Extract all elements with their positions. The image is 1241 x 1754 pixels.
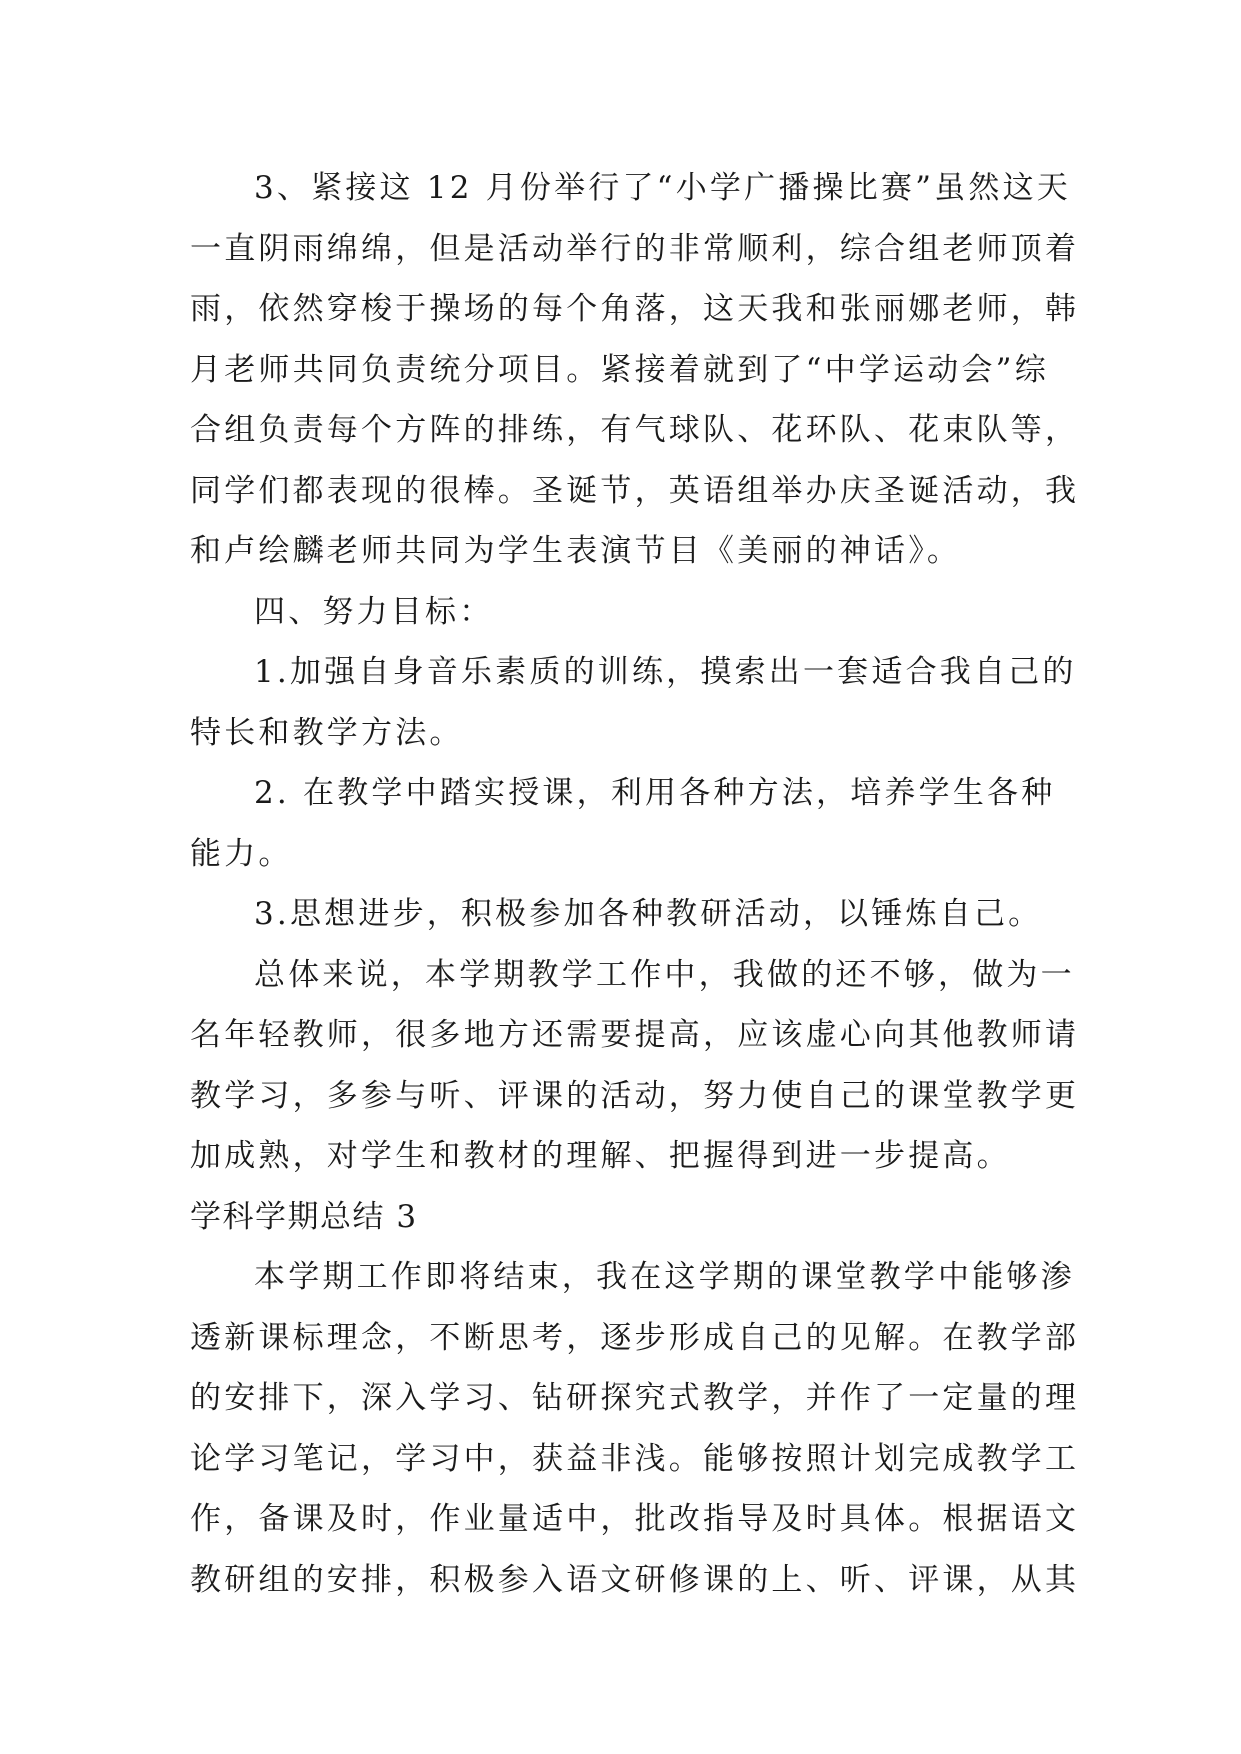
text-line: 教学习，多参与听、评课的活动，努力使自己的课堂教学更	[190, 1077, 1080, 1114]
text-line: 透新课标理念，不断思考，逐步形成自己的见解。在教学部	[190, 1319, 1080, 1356]
text-line: 总体来说，本学期教学工作中，我做的还不够，做为一	[254, 956, 1075, 993]
text-line: 名年轻教师，很多地方还需要提高，应该虚心向其他教师请	[190, 1017, 1080, 1053]
text-line: 雨，依然穿梭于操场的每个角落，这天我和张丽娜老师，韩	[190, 291, 1080, 327]
text-line: 和卢绘麟老师共同为学生表演节目《美丽的神话》。	[190, 533, 962, 569]
text-line: 1.加强自身音乐素质的训练，摸索出一套适合我自己的	[254, 654, 1077, 690]
document-body	[190, 158, 1080, 1610]
section-heading: 学科学期总结 3	[190, 1198, 418, 1235]
text-line: 论学习笔记，学习中，获益非浅。能够按照计划完成教学工	[190, 1440, 1080, 1477]
text-line: 同学们都表现的很棒。圣诞节，英语组举办庆圣诞活动，我	[190, 472, 1080, 509]
text-line: 特长和教学方法。	[190, 714, 464, 751]
text-line: 能力。	[190, 835, 293, 872]
text-line: 作，备课及时，作业量适中，批改指导及时具体。根据语文	[190, 1501, 1080, 1537]
text-line: 教研组的安排，积极参入语文研修课的上、听、评课，从其	[190, 1561, 1080, 1598]
text-line: 3.思想进步，积极参加各种教研活动，以锤炼自己。	[254, 896, 1043, 932]
text-line: 合组负责每个方阵的排练，有气球队、花环队、花束队等，	[190, 412, 1080, 448]
text-line: 的安排下，深入学习、钻研探究式教学，并作了一定量的理	[190, 1380, 1080, 1416]
text-line: 3、紧接这 12 月份举行了“小学广播操比赛”虽然这天	[254, 170, 1071, 206]
text-line: 月老师共同负责统分项目。紧接着就到了“中学运动会”综	[190, 351, 1049, 388]
text-line: 四、努力目标：	[254, 593, 494, 630]
text-line: 本学期工作即将结束，我在这学期的课堂教学中能够渗	[254, 1259, 1075, 1295]
text-line: 2. 在教学中踏实授课，利用各种方法，培养学生各种	[254, 775, 1056, 811]
text-line: 加成熟，对学生和教材的理解、把握得到进一步提高。	[190, 1138, 1011, 1174]
text-line: 一直阴雨绵绵，但是活动举行的非常顺利，综合组老师顶着	[190, 230, 1080, 267]
